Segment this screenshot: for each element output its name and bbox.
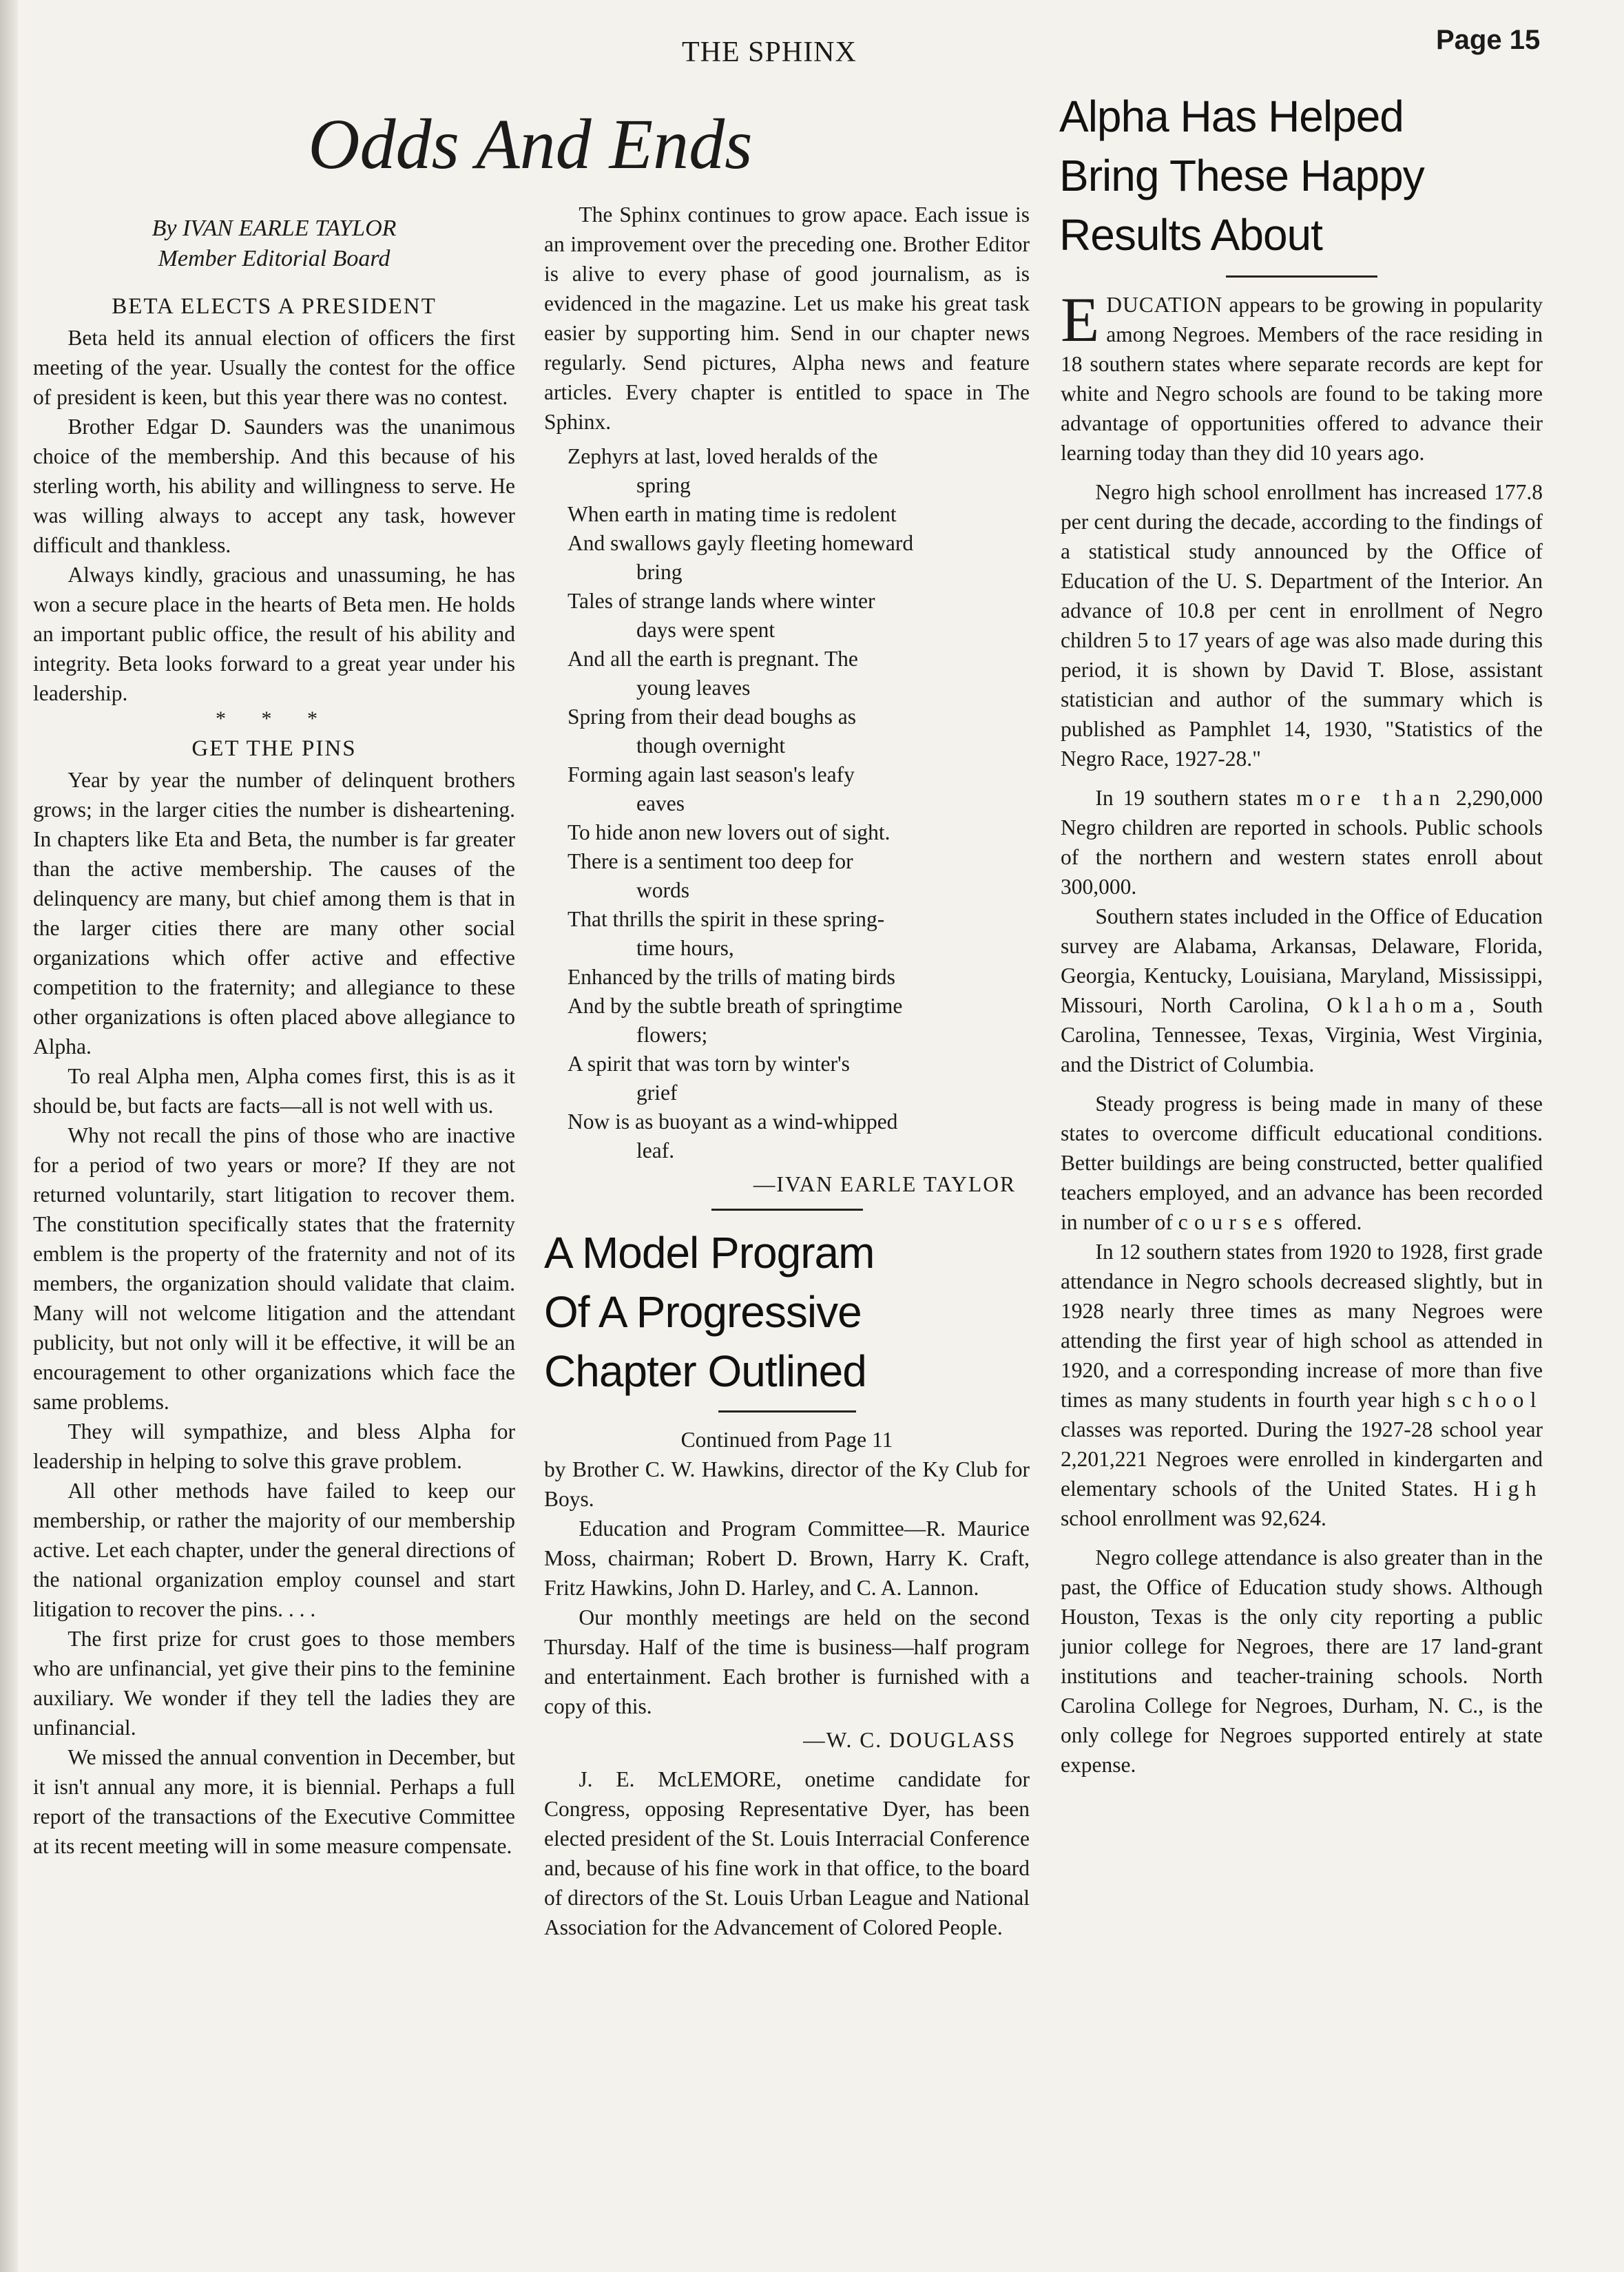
poem-line: days were spent: [636, 618, 775, 642]
poem-line: young leaves: [636, 676, 751, 700]
beta-paragraph-3: Always kindly, gracious and unassuming, he has won a secure place in the hearts of Beta men. He holds an important public office, the result of his ability and integrity. Beta looks forward to a great year under his leadership.: [33, 563, 515, 705]
poem-line: Spring from their dead boughs as: [568, 705, 857, 729]
pins-paragraph-5: All other methods have failed to keep our membership, or rather the majority of our membership active. Let each chapter, under the general directions of the national organization employ counsel and start litigation to recover the pins. . . .: [33, 1479, 515, 1621]
alpha-paragraph-3: [1061, 783, 1543, 901]
alpha-p6-spaced: school: [1447, 1388, 1543, 1412]
pins-paragraph-3: Why not recall the pins of those who are inactive for a period of two years or more? If they are not returned voluntarily, start litigation to recover them. The constitution specifically states that the fraternity emblem is the property of the fraternity and not of its members, the organization should validate that claim. Many will not welcome litigation and the attendant publicity, but not only will it be effective, it will be an encouragement to other organizations which face the same problems.: [33, 1123, 515, 1414]
mclemore-paragraph: J. E. McLEMORE, onetime candidate for Congress, opposing Representative Dyer, has been elected president of the St. Louis Interracial Conference and, because of his fine work in that office, to the board of directors of the St. Louis Urban League and National Association for the Advancement of Colored People.: [544, 1767, 1030, 1939]
poem-line: A spirit that was torn by winter's: [568, 1052, 850, 1076]
poem-line: And all the earth is pregnant. The: [568, 647, 858, 671]
poem-line: grief: [636, 1081, 678, 1105]
poem-line: words: [636, 878, 689, 902]
continued-note: Continued from Page 11: [680, 1428, 893, 1452]
poem-line: flowers;: [636, 1023, 708, 1047]
column-middle: [544, 200, 1030, 1942]
alpha-p5-spaced: courses: [1178, 1210, 1289, 1234]
poem-line: And swallows gayly fleeting homeward: [568, 531, 914, 555]
pins-paragraph-1: Year by year the number of delinquent brothers grows; in the larger cities the number is disheartening. In chapters like Eta and Beta, the number is far greater than the active membership. The causes of the delinquency are many, but chief among them is that in the larger cities there are many other social organizations which offer active and effective competition to the fraternity; and allegiance to these other organizations is often placed above allegiance to Alpha.: [33, 768, 515, 1059]
poem-line: And by the subtle breath of springtime: [568, 994, 903, 1018]
alpha-p5-part: offered.: [1289, 1210, 1362, 1234]
alpha-p6-part: In 12 southern states from 1920 to 1928, first grade attendance in Negro schools decreased slightly, but in 1928 nearly three times as many Negroes were attending the first year of high school as attended in 1920, and a corresponding increase of more than five times as many students in fourth year high: [1061, 1240, 1543, 1412]
pins-paragraph-4: They will sympathize, and bless Alpha for leadership in helping to solve this grave problem.: [33, 1419, 515, 1473]
alpha-paragraph-6: [1061, 1237, 1543, 1533]
poem-line: Forming again last season's leafy: [568, 762, 855, 786]
poem-line: Tales of strange lands where winter: [568, 589, 875, 613]
poem: [568, 442, 1030, 1165]
model-paragraph-3: Our monthly meetings are held on the second Thursday. Half of the time is business—half program and entertainment. Each brother is furnished with a copy of this.: [544, 1605, 1030, 1718]
alpha-p6-part: school enrollment was 92,624.: [1061, 1506, 1326, 1530]
alpha-p4-part: Southern states included in the Office of Education survey are Alabama, Arkansas, Delaware, Florida, Georgia, Kentucky, Louisiana, Maryland, Mississippi, Missouri, North Carolina,: [1061, 904, 1543, 1017]
pins-heading: GET THE PINS: [191, 736, 357, 761]
model-program-title-line-1: A Model Program: [544, 1228, 875, 1278]
model-paragraph-1: by Brother C. W. Hawkins, director of the Ky Club for Boys.: [544, 1457, 1030, 1511]
divider-rule: [711, 1209, 863, 1211]
alpha-p3-part: In 19 southern states: [1095, 786, 1297, 810]
poem-line: That thrills the spirit in these spring-: [568, 907, 885, 931]
poem-line: Enhanced by the trills of mating birds: [568, 965, 895, 989]
poem-line: time hours,: [636, 936, 734, 960]
divider-rule: [1226, 275, 1377, 278]
alpha-p3-spaced: more than: [1296, 786, 1447, 810]
alpha-p6-part: classes was reported. During the 1927-28 school year 2,201,221 Negroes were enrolled in kindergarten and elementary schools of the United States.: [1061, 1417, 1543, 1501]
beta-heading: BETA ELECTS A PRESIDENT: [112, 294, 437, 319]
poem-line: To hide anon new lovers out of sight.: [568, 820, 891, 844]
alpha-helped-title-line-3: Results About: [1059, 210, 1322, 260]
column-left: [33, 213, 515, 1861]
alpha-p4-spaced: Oklahoma: [1326, 993, 1470, 1017]
model-program-title-line-2: Of A Progressive: [544, 1287, 862, 1337]
alpha-helped-title: [1059, 87, 1541, 264]
alpha-paragraph-2: Negro high school enrollment has increased 177.8 per cent during the decade, according to the findings of a statistical study announced by the Office of Education of the U. S. Department of the Interior. An advance of 10.8 per cent in enrollment of Negro children 5 to 17 years of age was also made during this period, it is shown by David T. Blose, assistant statistician and author of the summary which is published as Pamphlet 14, 1930, "Statistics of the Negro Race, 1927-28.": [1061, 480, 1543, 771]
drop-cap: E: [1061, 284, 1100, 355]
page-number: Page 15: [1436, 25, 1541, 55]
column-right: [1061, 275, 1543, 1780]
divider-rule: [718, 1410, 856, 1413]
alpha-p3-part: 2,290,000 Negro children are reported in schools. Public schools of the northern and western states enroll about 300,000.: [1061, 786, 1543, 899]
alpha-p5-part: Steady progress is being made in many of these states to overcome difficult educational conditions. Better buildings are being constructed, better qualified teachers employed, and an advance has been recorded in number of: [1061, 1092, 1543, 1234]
byline-role: Member Editorial Board: [158, 246, 391, 271]
poem-line: Now is as buoyant as a wind-whipped: [568, 1109, 898, 1134]
alpha-paragraph-7: Negro college attendance is also greater than in the past, the Office of Education study shows. Although Houston, Texas is the only city reporting a public junior college for Negroes, there are 17 land-grant institutions and teacher-training schools. North Carolina College for Negroes, Durham, N. C., is the only college for Negroes supported entirely at state expense.: [1061, 1545, 1543, 1777]
poem-line: leaf.: [636, 1138, 675, 1163]
pins-paragraph-2: To real Alpha men, Alpha comes first, this is as it should be, but facts are facts—all is not well with us.: [33, 1064, 515, 1118]
alpha-paragraph-1: [1061, 284, 1543, 468]
poem-line: bring: [636, 560, 683, 584]
alpha-lead-word: DUCATION: [1106, 293, 1223, 317]
pins-paragraph-8: The Sphinx continues to grow apace. Each issue is an improvement over the preceding one. Brother Editor is alive to every phase of good journalism, as is evidenced in the magazine. Let us make his great task easier by supporting him. Send in our chapter news regularly. Send pictures, Alpha news and feature articles. Every chapter is entitled to space in The Sphinx.: [544, 202, 1030, 434]
model-signature: —W. C. DOUGLASS: [803, 1728, 1016, 1752]
beta-paragraph-2: Brother Edgar D. Saunders was the unanimous choice of the membership. And this because of his sterling worth, his ability and willingness to serve. He was willing always to accept any task, however difficult and thankless.: [33, 415, 515, 557]
model-program-title-line-3: Chapter Outlined: [544, 1346, 866, 1396]
alpha-helped-title-line-1: Alpha Has Helped: [1059, 92, 1404, 141]
poem-line: spring: [636, 473, 691, 497]
poem-line: though overnight: [636, 733, 786, 758]
model-paragraph-2: Education and Program Committee—R. Maurice Moss, chairman; Robert D. Brown, Harry K. Craft, Fritz Hawkins, John D. Harley, and C. A. Lannon.: [544, 1517, 1030, 1600]
alpha-p6-spaced: High: [1473, 1477, 1543, 1501]
running-title: THE SPHINX: [682, 37, 857, 68]
alpha-helped-title-line-2: Bring These Happy: [1059, 151, 1424, 200]
binding-edge: [0, 0, 18, 2272]
poem-line: eaves: [636, 791, 685, 815]
alpha-paragraph-4: [1061, 901, 1543, 1079]
pins-paragraph-7: We missed the annual convention in December, but it isn't annual any more, it is biennial. Perhaps a full report of the transactions of the Executive Committee at its recent meeting will in some measure compensate.: [33, 1745, 515, 1858]
alpha-paragraph-5: [1061, 1089, 1543, 1237]
poem-signature: —IVAN EARLE TAYLOR: [753, 1172, 1016, 1196]
odds-and-ends-title: Odds And Ends: [308, 105, 753, 184]
pins-paragraph-6: The first prize for crust goes to those members who are unfinancial, yet give their pins to the feminine auxiliary. We wonder if they tell the ladies they are unfinancial.: [33, 1627, 515, 1740]
poem-line: There is a sentiment too deep for: [568, 849, 853, 873]
model-program-title: [544, 1223, 1030, 1401]
poem-line: Zephyrs at last, loved heralds of the: [568, 444, 878, 468]
alpha-p4-part: , South Carolina, Tennessee, Texas, Virginia, West Virginia, and the District of Columbia.: [1061, 993, 1543, 1076]
poem-line: When earth in mating time is redolent: [568, 502, 897, 526]
byline: [33, 213, 515, 274]
beta-paragraph-1: Beta held its annual election of officers the first meeting of the year. Usually the contest for the office of president is keen, but this year there was no contest.: [33, 326, 515, 409]
alpha-paragraph-1-text: appears to be growing in popularity among Negroes. Members of the race residing in 18 southern states where separate records are kept for white and Negro schools are found to be taking more advantage of opportunities offered to advance their learning today than they did 10 years ago.: [1061, 293, 1543, 465]
section-stars: * * *: [216, 707, 333, 730]
byline-author: By IVAN EARLE TAYLOR: [152, 216, 397, 241]
